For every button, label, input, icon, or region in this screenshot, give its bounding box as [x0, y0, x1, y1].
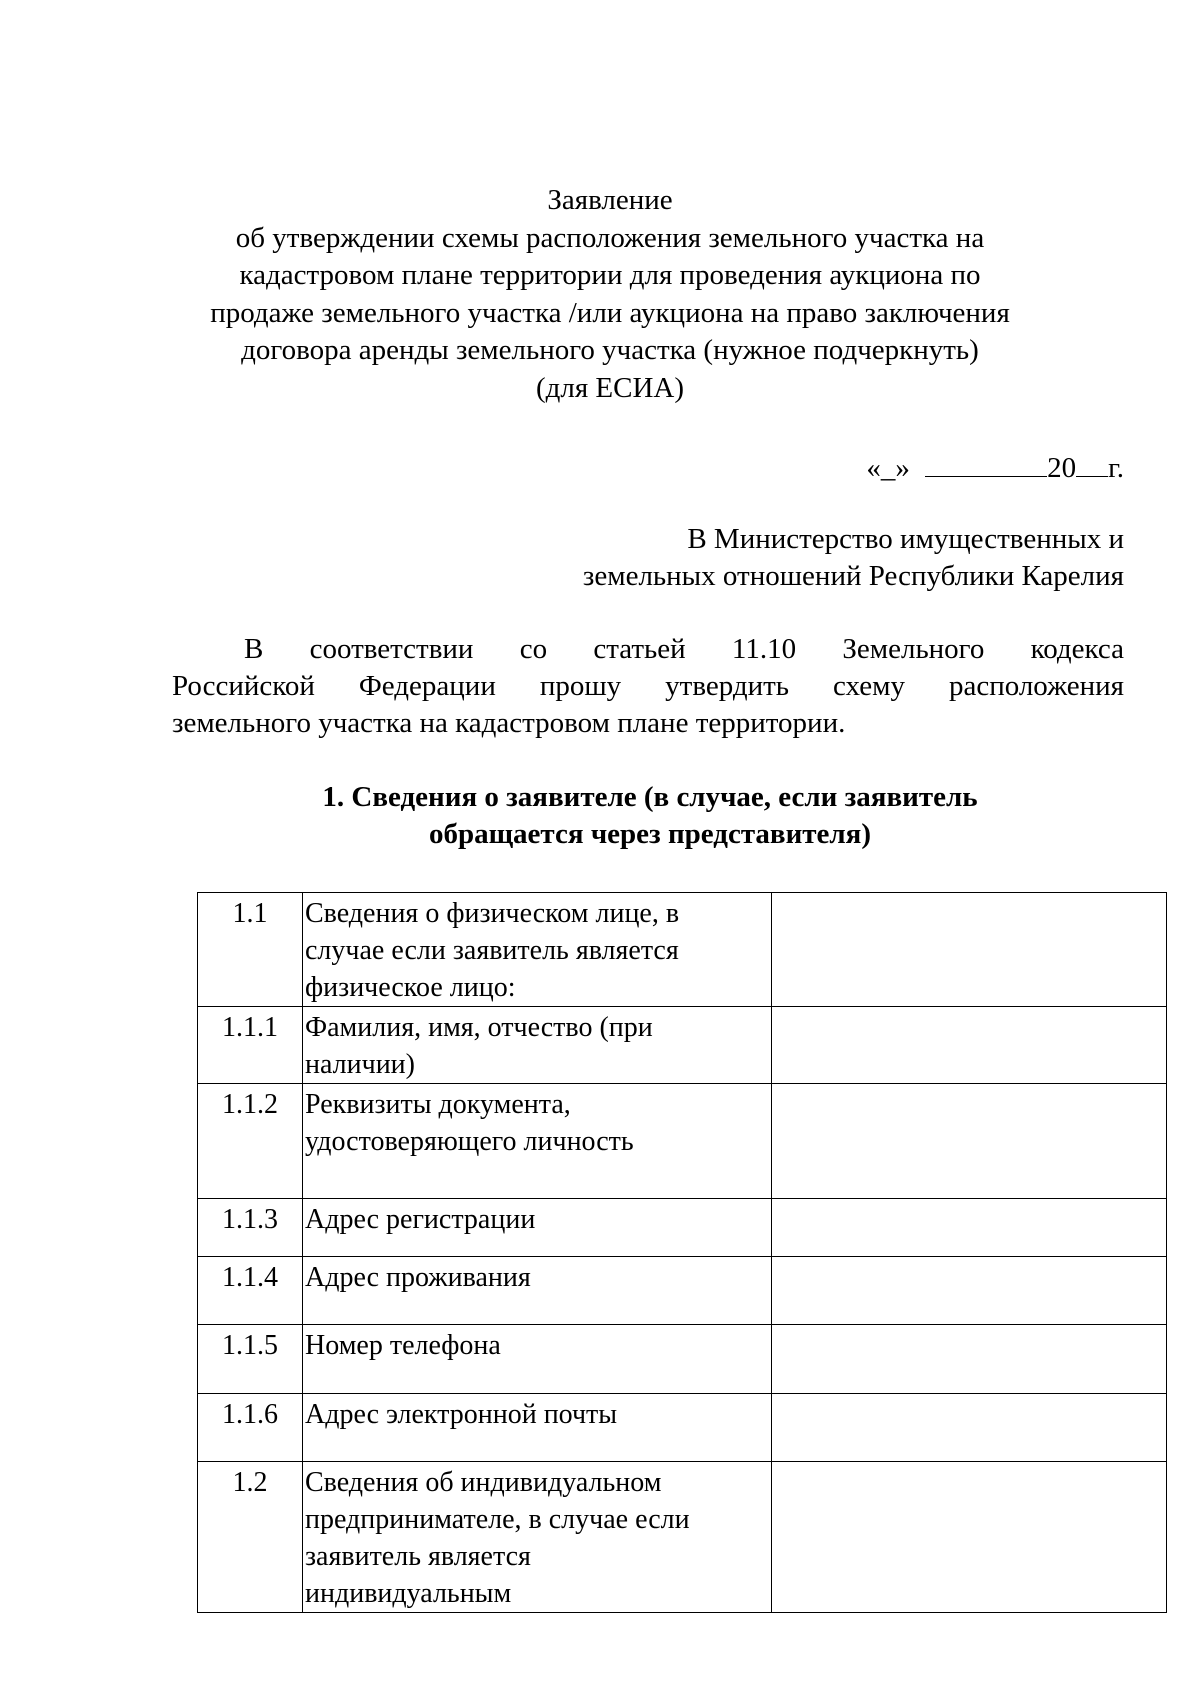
row-label [303, 1084, 772, 1199]
addressee-line: земельных отношений Республики Карелия [582, 560, 1124, 592]
statement-word: Земельного [842, 633, 985, 665]
addressee-line: В Министерство имущественных и [687, 523, 1124, 555]
row-label-line: предпринимателе, в случае если [305, 1504, 690, 1535]
statement-line-3: земельного участка на кадастровом плане территории. [172, 707, 846, 739]
row-label-line: физическое лицо: [305, 972, 516, 1003]
statement-word: Федерации [358, 670, 496, 702]
row-value-field[interactable] [772, 1007, 1167, 1084]
row-label-line: Номер телефона [305, 1330, 501, 1361]
applicant-info-table [197, 892, 1167, 1613]
document-title: Заявление [547, 184, 673, 216]
statement-word: со [519, 633, 548, 665]
table-row [198, 1084, 1167, 1199]
table-row [198, 1199, 1167, 1257]
section-heading-line: обращается через представителя) [428, 818, 872, 850]
row-label-line: Фамилия, имя, отчество (при [305, 1012, 653, 1043]
row-label [303, 1325, 772, 1394]
row-label-line: Реквизиты документа, [305, 1089, 571, 1120]
row-label-line: наличии) [305, 1049, 415, 1080]
row-value-field[interactable] [772, 1462, 1167, 1613]
statement-word: статьей [593, 633, 686, 665]
row-label-line: случае если заявитель является [305, 935, 679, 966]
row-number: 1.1.6 [198, 1394, 303, 1462]
statement-word: В [244, 633, 264, 665]
row-label-line: Адрес проживания [305, 1262, 531, 1293]
row-label [303, 1257, 772, 1325]
row-label [303, 893, 772, 1007]
table-row [198, 1007, 1167, 1084]
statement-word: 11.10 [731, 633, 797, 665]
row-value-field[interactable] [772, 1394, 1167, 1462]
date-day-field[interactable]: «_» [866, 452, 910, 484]
statement-word: Российской [172, 670, 315, 702]
row-label-line: удостоверяющего личность [305, 1126, 634, 1157]
row-number: 1.1.1 [198, 1007, 303, 1084]
row-value-field[interactable] [772, 1199, 1167, 1257]
addressee-block [583, 521, 1124, 595]
row-label-line: Адрес регистрации [305, 1204, 536, 1235]
date-line [866, 450, 1124, 487]
row-label [303, 1462, 772, 1613]
row-value-field[interactable] [772, 1084, 1167, 1199]
row-value-field[interactable] [772, 1325, 1167, 1394]
row-label-line: заявитель является [305, 1541, 531, 1572]
row-number: 1.2 [198, 1462, 303, 1613]
row-label [303, 1394, 772, 1462]
row-number: 1.1 [198, 893, 303, 1007]
statement-paragraph [172, 631, 1124, 742]
table-row [198, 893, 1167, 1007]
date-year-suffix: г. [1108, 452, 1124, 484]
row-label [303, 1199, 772, 1257]
document-subtitle-line: кадастровом плане территории для проведения аукциона по [239, 259, 981, 291]
row-label-line: Адрес электронной почты [305, 1399, 618, 1430]
table-row [198, 1394, 1167, 1462]
statement-word: кодекса [1030, 633, 1124, 665]
statement-word: соответствии [309, 633, 474, 665]
date-year-blank[interactable] [1076, 450, 1108, 477]
document-subtitle-line: продаже земельного участка /или аукциона на право заключения [210, 296, 1010, 329]
row-label-line: индивидуальным [305, 1578, 512, 1609]
table-row [198, 1325, 1167, 1394]
date-month-blank[interactable] [925, 450, 1047, 477]
row-label-line: Сведения об индивидуальном [305, 1467, 662, 1498]
statement-line-1 [172, 631, 1124, 668]
table-row [198, 1257, 1167, 1325]
section-heading-line: 1. Сведения о заявителе (в случае, если заявитель [322, 781, 978, 813]
row-value-field[interactable] [772, 893, 1167, 1007]
row-number: 1.1.4 [198, 1257, 303, 1325]
document-subtitle-line: (для ЕСИА) [535, 371, 685, 404]
statement-word: схему [832, 670, 905, 702]
row-number: 1.1.5 [198, 1325, 303, 1394]
row-value-field[interactable] [772, 1257, 1167, 1325]
document-subtitle-line: об утверждении схемы расположения земельного участка на [235, 221, 985, 254]
statement-word: расположения [948, 670, 1124, 702]
document-header [130, 182, 1090, 407]
row-label [303, 1007, 772, 1084]
document-subtitle-line: договора аренды земельного участка (нужное подчеркнуть) [241, 334, 979, 366]
section-1-heading [180, 779, 1120, 853]
row-number: 1.1.3 [198, 1199, 303, 1257]
row-number: 1.1.2 [198, 1084, 303, 1199]
row-label-line: Сведения о физическом лице, в [305, 898, 680, 929]
statement-word: прошу [539, 670, 622, 702]
table-row [198, 1462, 1167, 1613]
date-year-prefix: 20 [1047, 452, 1077, 484]
statement-line-2 [172, 668, 1124, 705]
statement-word: утвердить [665, 670, 790, 702]
